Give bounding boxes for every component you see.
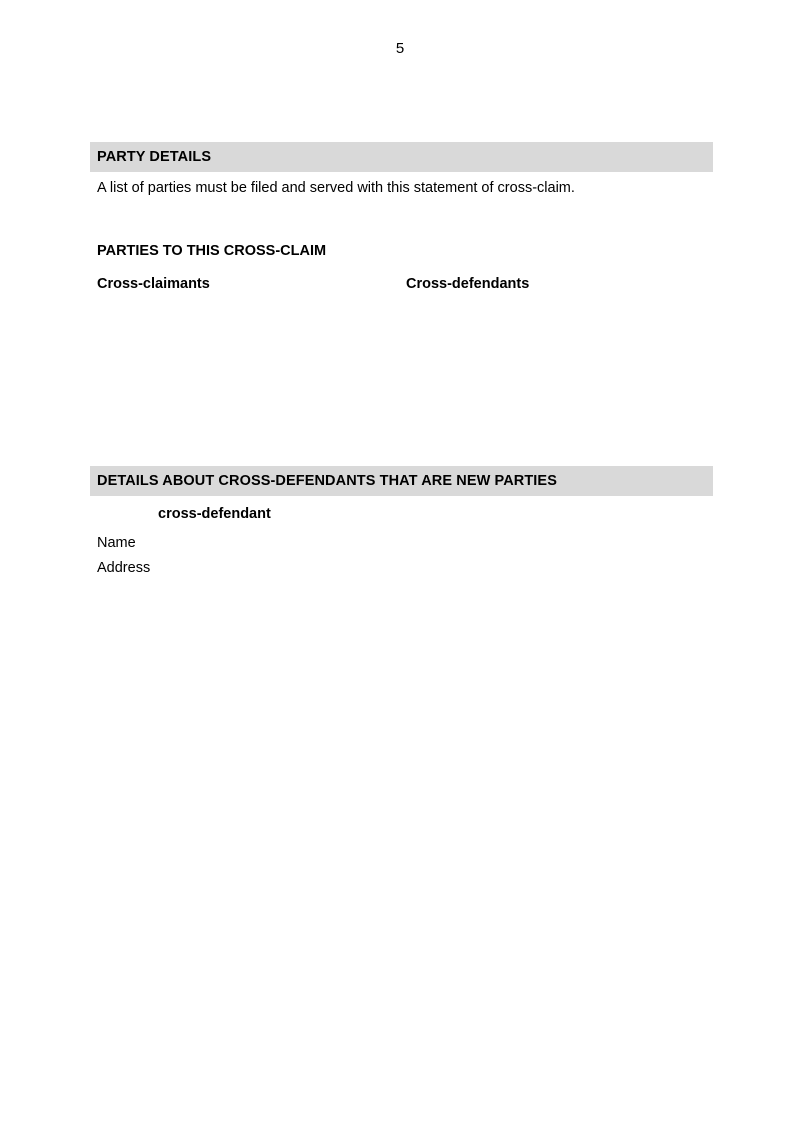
new-parties-heading-text: DETAILS ABOUT CROSS-DEFENDANTS THAT ARE NEW PARTIES xyxy=(97,473,557,489)
cross-defendants-label: Cross-defendants xyxy=(406,276,530,292)
cross-claimants-label: Cross-claimants xyxy=(97,276,210,292)
name-field-label: Name xyxy=(97,535,136,551)
page-number: 5 xyxy=(395,40,405,57)
address-field-label: Address xyxy=(97,560,151,576)
parties-to-cross-claim-heading: PARTIES TO THIS CROSS-CLAIM xyxy=(97,243,327,259)
cross-defendant-subheading: cross-defendant xyxy=(158,506,271,522)
party-details-intro: A list of parties must be filed and served with this statement of cross-claim. xyxy=(97,180,575,196)
party-details-heading-text: PARTY DETAILS xyxy=(97,149,212,165)
new-parties-heading xyxy=(90,466,713,496)
party-details-heading xyxy=(90,142,713,172)
